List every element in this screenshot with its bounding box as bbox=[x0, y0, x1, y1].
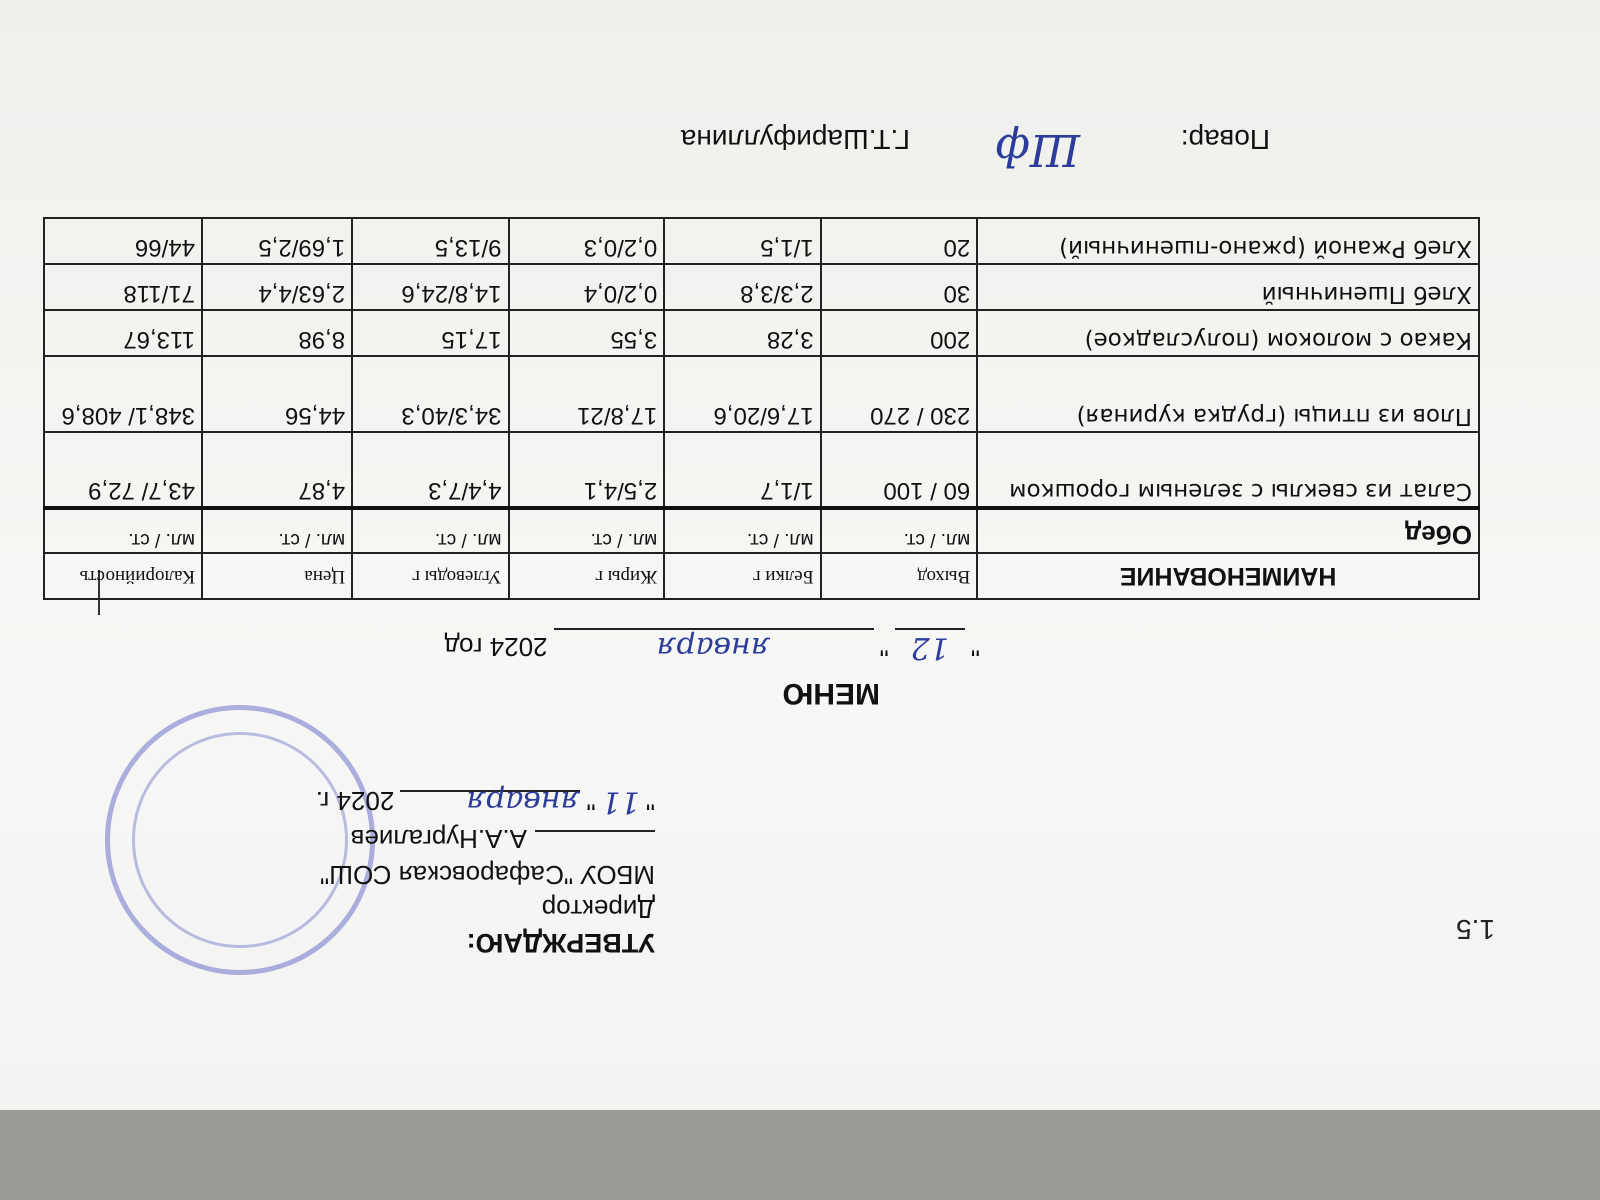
dish-protein: 3,28 bbox=[664, 310, 820, 356]
header-carbs: Углеводы г bbox=[352, 553, 508, 599]
section-unit: мл. / ст. bbox=[509, 508, 665, 553]
dish-price: 8,98 bbox=[202, 310, 352, 356]
dish-name: Хлеб Пшеничный bbox=[977, 264, 1479, 310]
section-row bbox=[44, 508, 1479, 553]
menu-date-month: января bbox=[554, 628, 874, 665]
dish-price: 2,63/4,4 bbox=[202, 264, 352, 310]
section-unit: мл. / ст. bbox=[44, 508, 202, 553]
section-unit: мл. / ст. bbox=[664, 508, 820, 553]
section-unit: мл. / ст. bbox=[202, 508, 352, 553]
dish-carbs: 9/13,5 bbox=[352, 218, 508, 264]
cook-label: Повар: bbox=[1180, 124, 1270, 155]
dish-calories: 113,67 bbox=[44, 310, 202, 356]
cook-signature: Шф bbox=[995, 124, 1080, 175]
table-row bbox=[44, 264, 1479, 310]
dish-carbs: 34,3/40,3 bbox=[352, 356, 508, 432]
dish-price: 44,56 bbox=[202, 356, 352, 432]
dish-fat: 0,2/0,4 bbox=[509, 264, 665, 310]
dish-protein: 1/1,5 bbox=[664, 218, 820, 264]
header-name: НАИМЕНОВАНИЕ bbox=[977, 553, 1479, 599]
menu-date-day: 12 bbox=[895, 628, 965, 665]
dish-protein: 2,3/3,8 bbox=[664, 264, 820, 310]
dish-protein: 1/1,7 bbox=[664, 432, 820, 508]
dish-protein: 17,6/20,6 bbox=[664, 356, 820, 432]
dish-fat: 17,8/21 bbox=[509, 356, 665, 432]
approval-signer: А.А.Нургалиев bbox=[350, 824, 527, 854]
dish-price: 1,69/2,5 bbox=[202, 218, 352, 264]
dish-output: 30 bbox=[821, 264, 978, 310]
table-row bbox=[44, 356, 1479, 432]
cook-name: Г.Т.Шарифуллина bbox=[680, 124, 910, 155]
dish-carbs: 4,4/7,3 bbox=[352, 432, 508, 508]
table-row bbox=[44, 218, 1479, 264]
table-header-row bbox=[44, 553, 1479, 599]
dish-fat: 0,2/0,3 bbox=[509, 218, 665, 264]
header-fat: Жиры г bbox=[509, 553, 665, 599]
section-unit: мл. / ст. bbox=[352, 508, 508, 553]
approval-date-day: 11 bbox=[601, 784, 640, 819]
dish-calories: 44/66 bbox=[44, 218, 202, 264]
table-row bbox=[44, 432, 1479, 508]
approval-block bbox=[215, 784, 655, 960]
dish-calories: 71/118 bbox=[44, 264, 202, 310]
dish-output: 200 bbox=[821, 310, 978, 356]
dish-price: 4,87 bbox=[202, 432, 352, 508]
dish-calories: 348,1/ 408,6 bbox=[44, 356, 202, 432]
header-price: Цена bbox=[202, 553, 352, 599]
header-output: Выход bbox=[821, 553, 978, 599]
page-number: 1.5 bbox=[1456, 914, 1495, 945]
dish-carbs: 14,8/24,6 bbox=[352, 264, 508, 310]
header-calories: Калорийность bbox=[44, 553, 202, 599]
menu-table bbox=[43, 217, 1480, 600]
dish-name: Хлеб Ржаной (ржано-пшеничный) bbox=[977, 218, 1479, 264]
dish-fat: 3,55 bbox=[509, 310, 665, 356]
approval-position: Директор bbox=[541, 894, 655, 924]
dish-name: Салат из свеклы с зеленым горошком bbox=[977, 432, 1479, 508]
menu-date-suffix: 2024 год bbox=[444, 632, 548, 662]
dish-name: Плов из птицы (грудка куриная) bbox=[977, 356, 1479, 432]
menu-date: " 12 " января 2024 год bbox=[444, 630, 980, 665]
header-protein: Белки г bbox=[664, 553, 820, 599]
dish-calories: 43,7/ 72,9 bbox=[44, 432, 202, 508]
dish-output: 20 bbox=[821, 218, 978, 264]
dish-output: 60 / 100 bbox=[821, 432, 978, 508]
approval-heading: УТВЕРЖДАЮ: bbox=[466, 928, 655, 958]
dish-carbs: 17,15 bbox=[352, 310, 508, 356]
approval-signature-line bbox=[215, 822, 655, 858]
table-row bbox=[44, 310, 1479, 356]
menu-title: МЕНЮ bbox=[782, 677, 880, 710]
approval-date-month: января bbox=[400, 790, 580, 818]
dish-name: Какао с молоком (полусладкое) bbox=[977, 310, 1479, 356]
approval-date-suffix: 2024 г. bbox=[315, 786, 395, 816]
dish-output: 230 / 270 bbox=[821, 356, 978, 432]
approval-date: " 11 " января 2024 г. bbox=[315, 784, 655, 819]
section-unit: мл. / ст. bbox=[821, 508, 978, 553]
section-name: Обед bbox=[977, 508, 1479, 553]
approval-org: МБОУ "Сафаровская СОШ" bbox=[319, 860, 655, 890]
signature-blank bbox=[535, 830, 655, 858]
dish-fat: 2,5/4,1 bbox=[509, 432, 665, 508]
